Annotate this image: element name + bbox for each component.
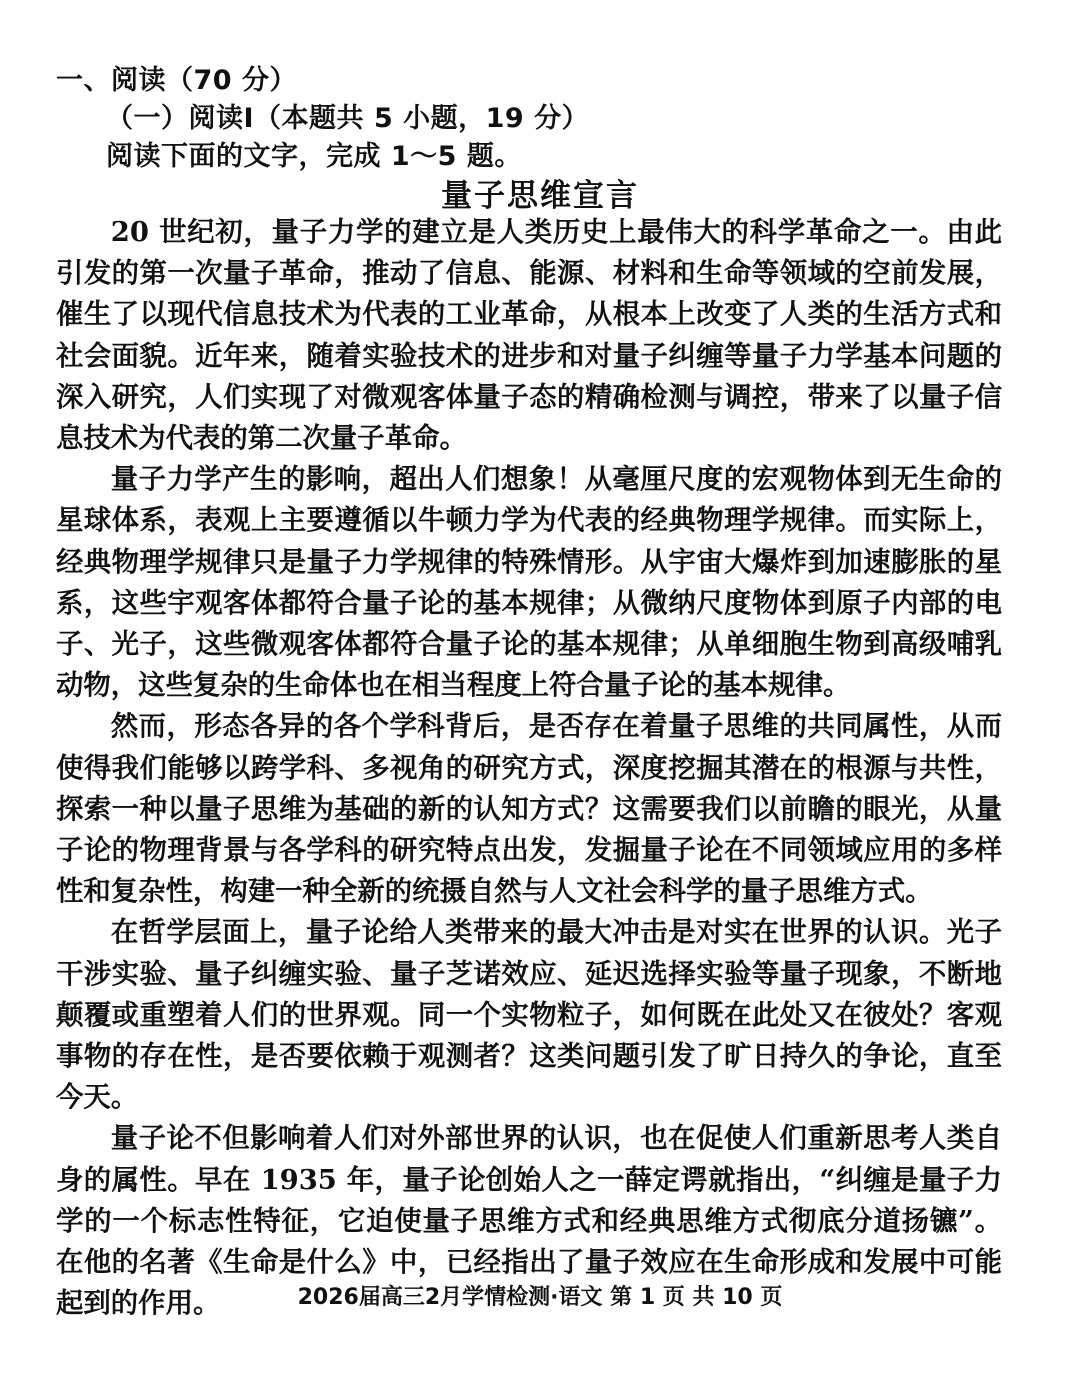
article-paragraph: 量子论不但影响着人们对外部世界的认识，也在促使人们重新思考人类自身的属性。早在 1935 年，量子论创始人之一薛定谔就指出，“纠缠是量子力学的一个标志性特征，它迫使量子思维方式和经典思维方式彻底分道扬镳”。在他的名著《生命是什么》中，已经指出了量子效应在生命形成和发展中可能起到的作用。	[56, 1122, 1002, 1320]
reading-instruction: 阅读下面的文字，完成 1～5 题。	[106, 141, 522, 172]
article-paragraph: 在哲学层面上，量子论给人类带来的最大冲击是对实在世界的认识。光子干涉实验、量子纠缠实验、量子芝诺效应、延迟选择实验等量子现象，不断地颠覆或重塑着人们的世界观。同一个实物粒子，如何既在此处又在彼处？客观事物的存在性，是否要依赖于观测者？这类问题引发了旷日持久的争论，直至今天。	[56, 916, 1002, 1114]
section-subheading: （一）阅读Ⅰ（本题共 5 小题，19 分）	[106, 103, 590, 134]
article-paragraph: 然而，形态各异的各个学科背后，是否存在着量子思维的共同属性，从而使得我们能够以跨学科、多视角的研究方式，深度挖掘其潜在的根源与共性，探索一种以量子思维为基础的新的认知方式？这需要我们以前瞻的眼光，从量子论的物理背景与各学科的研究特点出发，发掘量子论在不同领域应用的多样性和复杂性，构建一种全新的统摄自然与人文社会科学的量子思维方式。	[56, 710, 1002, 908]
page-footer: 2026届高三2月学情检测·语文 第 1 页 共 10 页	[297, 1285, 783, 1310]
article-paragraph: 量子力学产生的影响，超出人们想象！从毫厘尺度的宏观物体到无生命的星球体系，表观上主要遵循以牛顿力学为代表的经典物理学规律。而实际上，经典物理学规律只是量子力学规律的特殊情形。从宇宙大爆炸到加速膨胀的星系，这些宇观客体都符合量子论的基本规律；从微纳尺度物体到原子内部的电子、光子，这些微观客体都符合量子论的基本规律；从单细胞生物到高级哺乳动物，这些复杂的生命体也在相当程度上符合量子论的基本规律。	[56, 463, 1002, 702]
article-body	[56, 212, 1002, 1324]
article-paragraph: 20 世纪初，量子力学的建立是人类历史上最伟大的科学革命之一。由此引发的第一次量子革命，推动了信息、能源、材料和生命等领域的空前发展，催生了以现代信息技术为代表的工业革命，从根本上改变了人类的生活方式和社会面貌。近年来，随着实验技术的进步和对量子纠缠等量子力学基本问题的深入研究，人们实现了对微观客体量子态的精确检测与调控，带来了以量子信息技术为代表的第二次量子革命。	[56, 216, 1002, 455]
section-heading: 一、阅读（70 分）	[56, 65, 297, 96]
article-title: 量子思维宣言	[441, 178, 639, 214]
